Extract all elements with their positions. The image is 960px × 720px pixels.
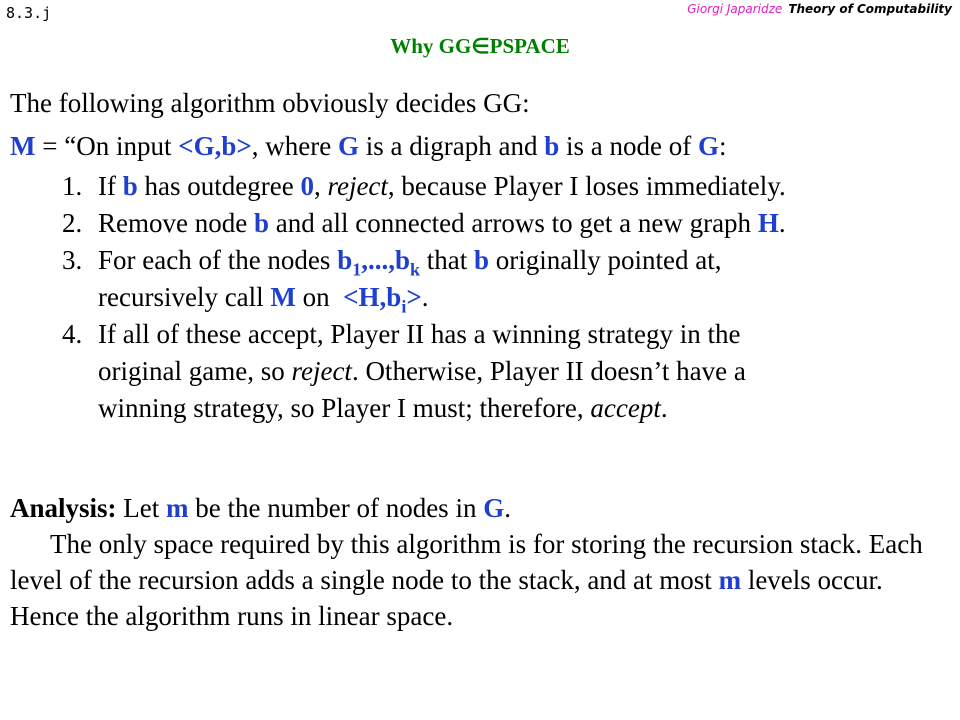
step-text: . Otherwise, Player II doesn’t have a (351, 356, 746, 386)
machine-text: is a node of (559, 131, 698, 161)
symbol-dots: ,..., (361, 245, 395, 275)
step-text: original game, so (98, 356, 292, 386)
step-text: on (295, 282, 344, 312)
symbol-b: b (122, 171, 138, 201)
symbol-m: m (718, 565, 742, 595)
machine-definition (10, 128, 726, 164)
step-number: 1. (62, 171, 83, 201)
symbol-g: G (483, 493, 505, 523)
step-2 (62, 205, 786, 242)
analysis-section (10, 490, 950, 634)
symbol-b: b (544, 131, 560, 161)
analysis-text: Let (116, 493, 167, 523)
step-text: If all of these accept, Player II has a winning strategy in the (98, 319, 741, 349)
step-4 (62, 316, 786, 427)
machine-text: , where (251, 131, 338, 161)
step-number: 2. (62, 208, 83, 238)
analysis-heading-line (10, 490, 950, 526)
analysis-text: The only space required by this algorithm is for storing the recursion stack. Each level of the recursion adds a single node to the stack, and at most (10, 529, 923, 595)
machine-name: M (10, 131, 36, 161)
symbol-zero: 0 (300, 171, 314, 201)
machine-text: = “On input (35, 131, 179, 161)
symbol-m: m (166, 493, 189, 523)
intro-text: The following algorithm obviously decides GG: (10, 88, 530, 118)
symbol-b: b (253, 208, 269, 238)
symbol-bk: $b_k$ (394, 245, 421, 280)
machine-text: is a digraph and (358, 131, 545, 161)
step-3 (62, 242, 786, 316)
slide-number: 8.3.j (6, 4, 52, 22)
author-name: Giorgi Japaridze (687, 2, 783, 16)
step-text: . (660, 393, 668, 423)
step-text: If (98, 171, 123, 201)
step-text: , because Player I loses immediately. (387, 171, 786, 201)
analysis-text: levels occur. Hence the algorithm runs in linear space. (10, 565, 883, 631)
step-text: . (421, 282, 429, 312)
reject-term: reject (327, 171, 388, 201)
recursive-input: $<H,b_i>$ (343, 282, 422, 317)
step-text: originally pointed at, (489, 245, 722, 275)
machine-text: : (718, 131, 727, 161)
step-number: 3. (62, 245, 83, 275)
step-number: 4. (62, 319, 83, 349)
analysis-paragraph (10, 526, 950, 634)
step-text: For each of the nodes (98, 245, 338, 275)
accept-term: accept (590, 393, 661, 423)
machine-input: <G,b> (178, 131, 252, 161)
step-text: has outdegree (137, 171, 301, 201)
analysis-text: . (504, 493, 511, 523)
reject-term: reject (291, 356, 352, 386)
step-text: winning strategy, so Player I must; therefore, (98, 393, 591, 423)
step-text: that (420, 245, 475, 275)
symbol-g: G (337, 131, 359, 161)
symbol-b1: $b_1$ (337, 245, 362, 280)
step-text: and all connected arrows to get a new graph (269, 208, 758, 238)
step-text: . (778, 208, 786, 238)
symbol-h: H (757, 208, 779, 238)
step-text: Remove node (98, 208, 254, 238)
step-1 (62, 168, 786, 205)
step-text: , (313, 171, 328, 201)
course-name: Theory of Computability (788, 2, 952, 16)
machine-name: M (270, 282, 296, 312)
slide-title: Why GG∈PSPACE (390, 34, 570, 58)
analysis-label: Analysis: (10, 493, 117, 523)
analysis-text: be the number of nodes in (188, 493, 484, 523)
step-text: recursively call (98, 282, 271, 312)
algorithm-steps (62, 168, 786, 427)
symbol-g: G (697, 131, 719, 161)
header-credit (687, 2, 952, 16)
symbol-b: b (474, 245, 490, 275)
